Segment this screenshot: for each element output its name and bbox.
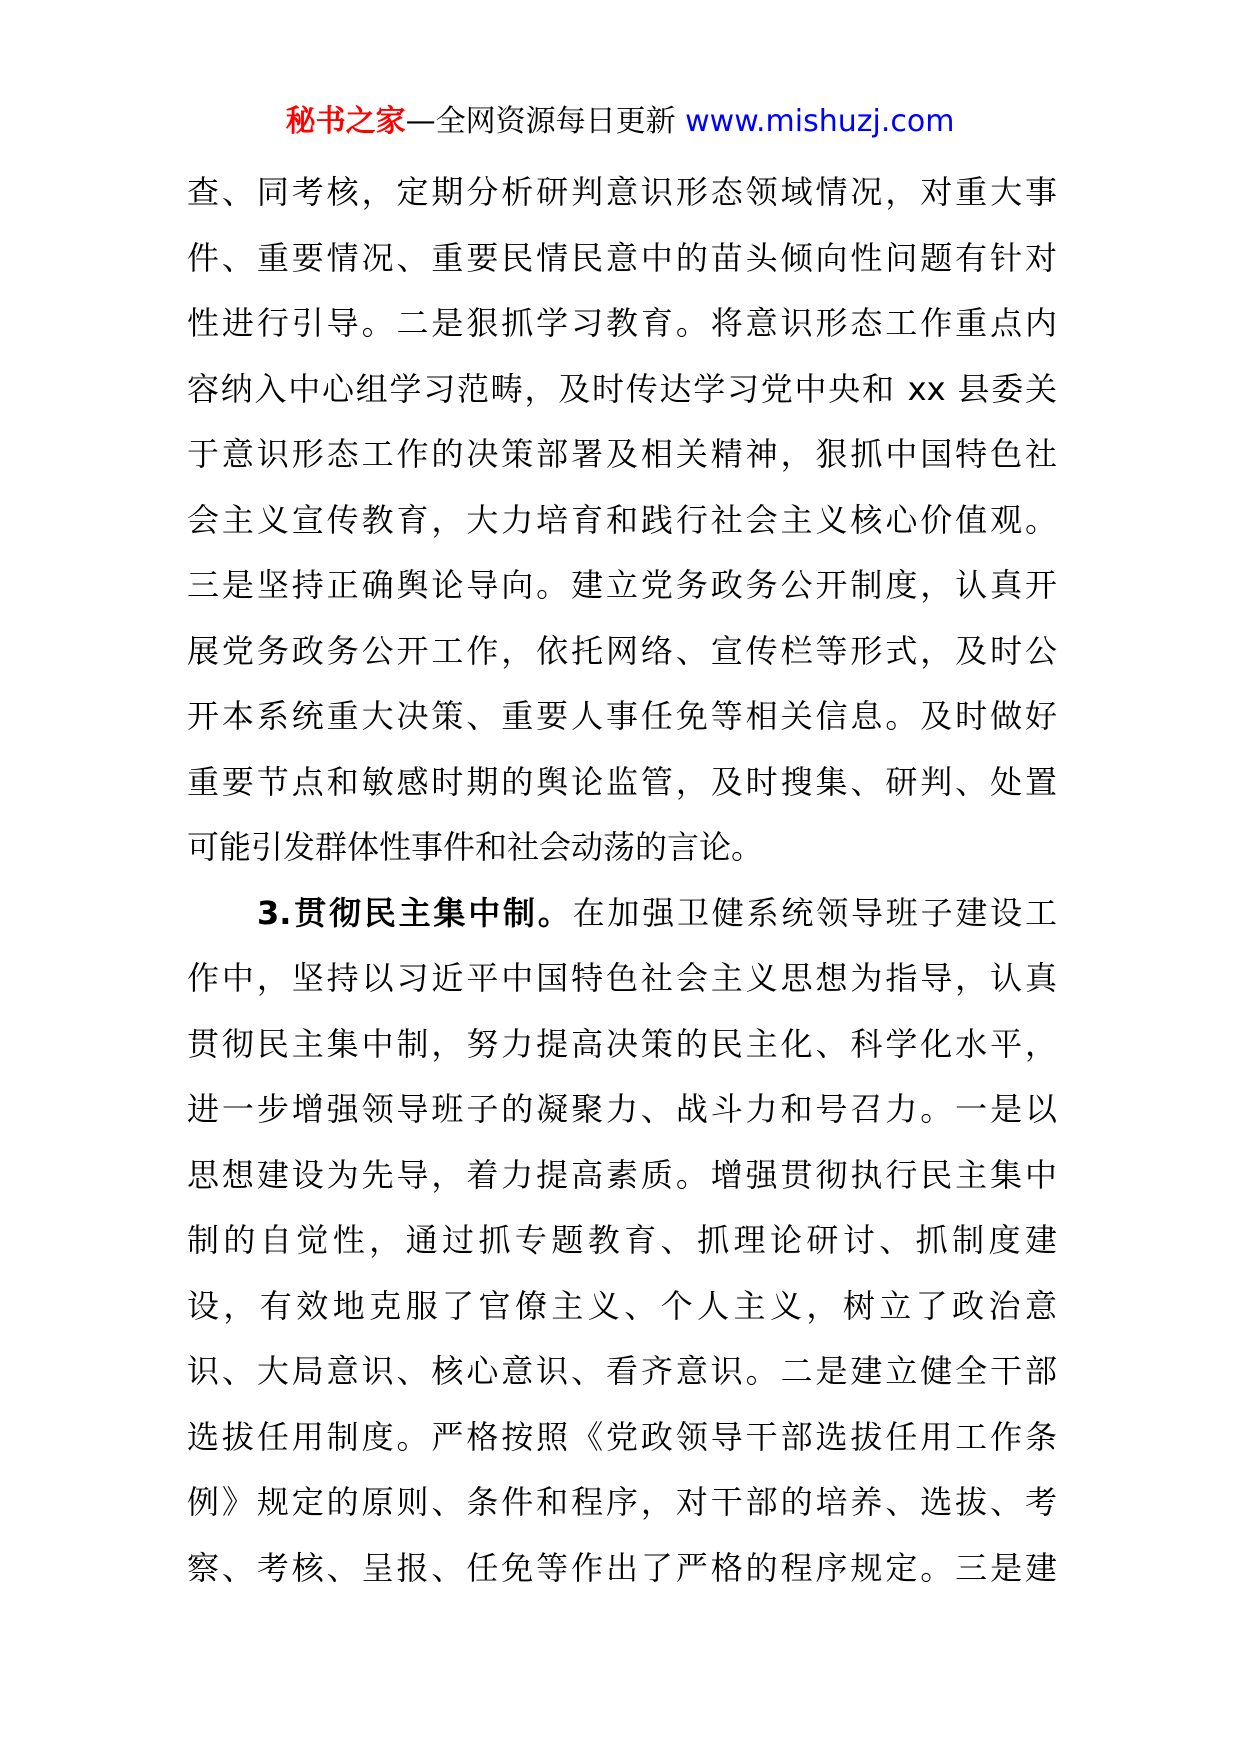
section-line: 设，有效地克服了官僚主义、个人主义，树立了政治意 xyxy=(187,1286,1057,1325)
body-line: 会主义宣传教育，大力培育和践行社会主义核心价值观。 xyxy=(187,500,1057,539)
section-first-line-text: 在加强卫健系统领导班子建设工 xyxy=(572,893,1057,932)
section-line: 贯彻民主集中制，努力提高决策的民主化、科学化水平， xyxy=(187,1024,1057,1063)
page-header xyxy=(0,100,1240,144)
section-line: 进一步增强领导班子的凝聚力、战斗力和号召力。一是以 xyxy=(187,1090,1057,1128)
section-line: 思想建设为先导，着力提高素质。增强贯彻执行民主集中 xyxy=(187,1155,1057,1194)
section-line: 识、大局意识、核心意识、看齐意识。二是建立健全干部 xyxy=(187,1352,1057,1390)
body-line: 查、同考核，定期分析研判意识形态领域情况，对重大事 xyxy=(187,173,1057,211)
section-first-line xyxy=(187,881,1057,947)
body-line: 重要节点和敏感时期的舆论监管，及时搜集、研判、处置 xyxy=(187,762,1057,801)
body-line: 可能引发群体性事件和社会动荡的言论。 xyxy=(187,828,764,866)
body-line: 容纳入中心组学习范畴，及时传达学习党中央和 xx 县委关 xyxy=(187,369,1057,408)
section-line: 作中，坚持以习近平中国特色社会主义思想为指导，认真 xyxy=(187,959,1057,997)
header-brand: 秘书之家 xyxy=(285,104,406,139)
body-line: 于意识形态工作的决策部署及相关精神，狠抓中国特色社 xyxy=(187,435,1057,473)
body-line: 件、重要情况、重要民情民意中的苗头倾向性问题有针对 xyxy=(187,238,1057,277)
section-heading: 3.贯彻民主集中制。 xyxy=(257,893,573,932)
document-body xyxy=(187,160,1057,1601)
header-url-link[interactable]: www.mishuzj.com xyxy=(685,104,955,139)
section-line: 例》规定的原则、条件和程序，对干部的培养、选拔、考 xyxy=(187,1483,1057,1521)
body-line: 开本系统重大决策、重要人事任免等相关信息。及时做好 xyxy=(187,697,1057,735)
body-line: 三是坚持正确舆论导向。建立党务政务公开制度，认真开 xyxy=(187,566,1057,604)
section-line: 察、考核、呈报、任免等作出了严格的程序规定。三是建 xyxy=(187,1548,1057,1587)
body-line: 性进行引导。二是狠抓学习教育。将意识形态工作重点内 xyxy=(187,304,1057,342)
header-tagline: —全网资源每日更新 xyxy=(405,104,686,139)
section-line: 制的自觉性，通过抓专题教育、抓理论研讨、抓制度建 xyxy=(187,1221,1057,1259)
section-line: 选拔任用制度。严格按照《党政领导干部选拔任用工作条 xyxy=(187,1417,1057,1456)
body-line: 展党务政务公开工作，依托网络、宣传栏等形式，及时公 xyxy=(187,631,1057,670)
